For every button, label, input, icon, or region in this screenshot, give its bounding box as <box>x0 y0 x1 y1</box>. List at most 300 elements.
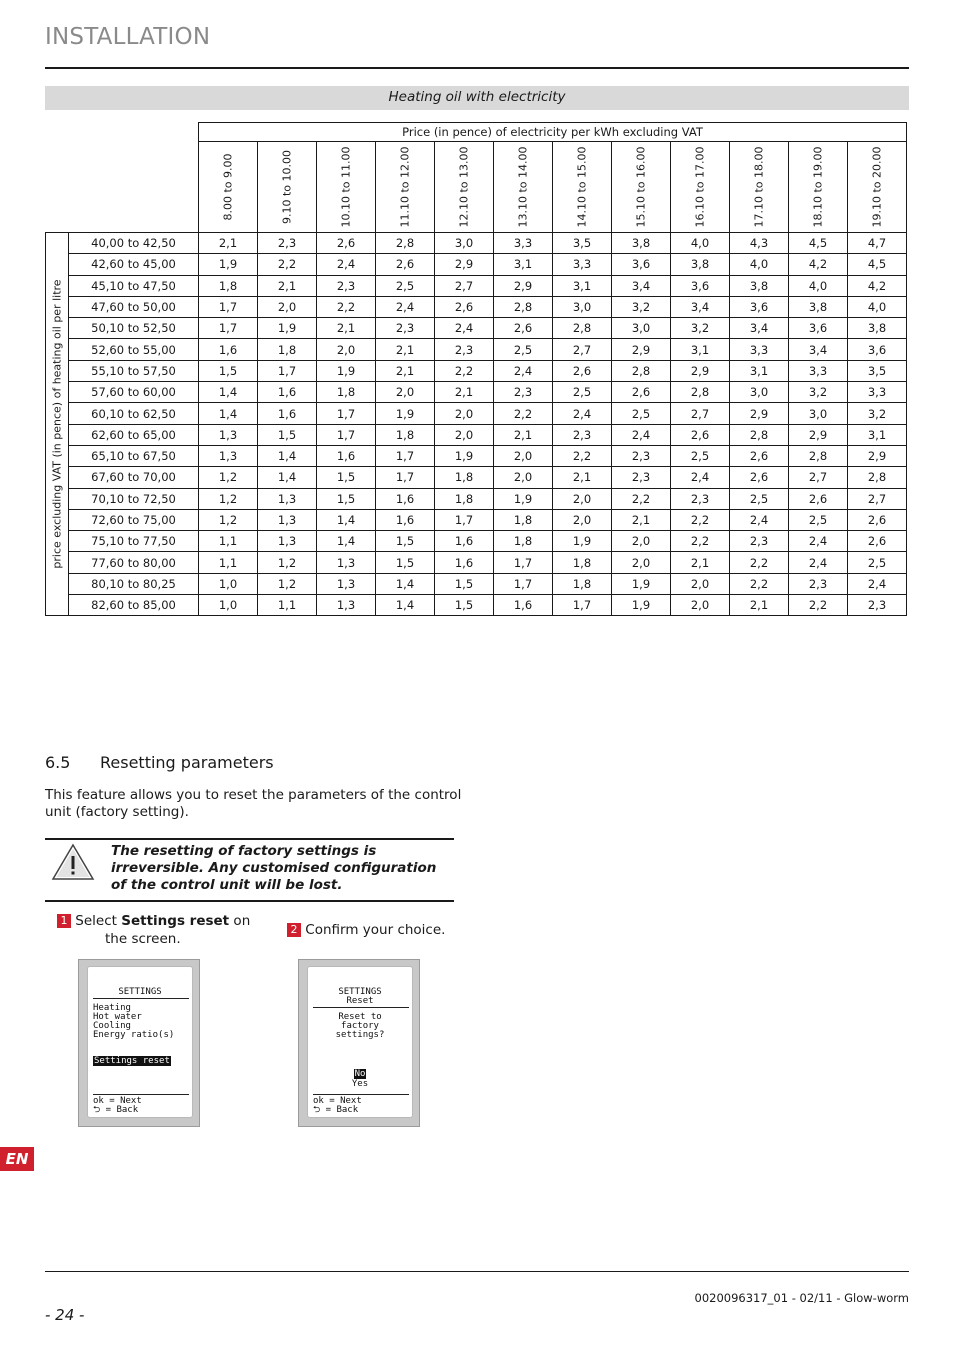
table-cell: 1,8 <box>553 552 612 573</box>
table-row <box>46 360 907 381</box>
table-cell: 1,3 <box>317 552 376 573</box>
column-header <box>199 142 258 233</box>
table-cell: 2,1 <box>553 467 612 488</box>
table-cell: 3,1 <box>848 424 907 445</box>
column-header <box>258 142 317 233</box>
table-cell: 1,0 <box>199 573 258 594</box>
intro-paragraph: This feature allows you to reset the parameters of the control unit (factory setting). <box>45 787 462 820</box>
lcd-subtitle: Reset <box>346 996 374 1006</box>
table-cell: 1,3 <box>258 509 317 530</box>
table-cell: 4,2 <box>789 254 848 275</box>
table-cell: 3,2 <box>848 403 907 424</box>
table-cell: 2,1 <box>376 360 435 381</box>
table-cell: 2,7 <box>671 403 730 424</box>
table-cell: 1,7 <box>435 509 494 530</box>
table-cell: 2,5 <box>848 552 907 573</box>
table-row <box>46 552 907 573</box>
step-2-text: Confirm your choice. <box>305 922 446 938</box>
table-cell: 2,4 <box>730 509 789 530</box>
table-cell: 1,6 <box>376 509 435 530</box>
row-label: 65,10 to 67,50 <box>69 445 199 466</box>
row-label: 45,10 to 47,50 <box>69 275 199 296</box>
table-cell: 3,1 <box>494 254 553 275</box>
table-row <box>46 509 907 530</box>
lcd-menu-item: Hot water <box>93 1012 142 1022</box>
table-cell: 3,6 <box>848 339 907 360</box>
step-1 <box>57 912 250 930</box>
column-header-label: 14.10 to 15.00 <box>575 146 589 228</box>
table-cell: 1,5 <box>435 595 494 616</box>
row-label: 80,10 to 80,25 <box>69 573 199 594</box>
table-cell: 2,8 <box>789 445 848 466</box>
table-cell: 1,1 <box>199 552 258 573</box>
table-cell: 1,5 <box>376 552 435 573</box>
table-cell: 3,8 <box>671 254 730 275</box>
table-cell: 3,5 <box>848 360 907 381</box>
table-cell: 2,7 <box>789 467 848 488</box>
table-cell: 1,7 <box>317 424 376 445</box>
table-cell: 2,2 <box>494 403 553 424</box>
table-cell: 2,0 <box>435 424 494 445</box>
table-cell: 4,5 <box>848 254 907 275</box>
table-cell: 2,3 <box>258 233 317 254</box>
table-cell: 3,2 <box>671 318 730 339</box>
table-cell: 2,5 <box>612 403 671 424</box>
table-cell: 3,1 <box>553 275 612 296</box>
row-axis-label <box>46 233 69 616</box>
table-cell: 3,1 <box>730 360 789 381</box>
table-cell: 1,3 <box>199 424 258 445</box>
column-header <box>317 142 376 233</box>
table-cell: 3,6 <box>789 318 848 339</box>
lcd-footer-back: ⮌ = Back <box>313 1105 359 1115</box>
table-cell: 3,8 <box>789 296 848 317</box>
table-cell: 3,0 <box>730 382 789 403</box>
table-cell: 2,7 <box>553 339 612 360</box>
table-cell: 2,2 <box>730 573 789 594</box>
table-cell: 3,3 <box>730 339 789 360</box>
lcd-menu-item: Energy ratio(s) <box>93 1030 175 1040</box>
table-cell: 2,9 <box>494 275 553 296</box>
table-cell: 3,3 <box>848 382 907 403</box>
lcd-prompt: Reset to <box>338 1012 382 1022</box>
table-cell: 2,1 <box>612 509 671 530</box>
table-cell: 1,9 <box>376 403 435 424</box>
lcd-prompt: settings? <box>335 1030 385 1040</box>
table-cell: 2,4 <box>848 573 907 594</box>
table-row <box>46 467 907 488</box>
table-cell: 2,9 <box>848 445 907 466</box>
row-label: 77,60 to 80,00 <box>69 552 199 573</box>
table-cell: 1,8 <box>494 531 553 552</box>
table-cell: 2,8 <box>494 296 553 317</box>
table-cell: 1,9 <box>612 595 671 616</box>
column-header <box>376 142 435 233</box>
table-cell: 1,7 <box>199 318 258 339</box>
table-cell: 1,5 <box>199 360 258 381</box>
table-cell: 1,4 <box>258 445 317 466</box>
step-1-text-bold: Settings reset <box>121 913 230 929</box>
table-row <box>46 254 907 275</box>
table-row <box>46 573 907 594</box>
table-cell: 1,9 <box>317 360 376 381</box>
table-cell: 1,4 <box>258 467 317 488</box>
table-cell: 2,1 <box>317 318 376 339</box>
table-cell: 1,7 <box>494 552 553 573</box>
column-header-label: 12.10 to 13.00 <box>457 146 471 228</box>
table-cell: 2,0 <box>258 296 317 317</box>
row-label: 70,10 to 72,50 <box>69 488 199 509</box>
column-header-label: 10.10 to 11.00 <box>339 146 353 228</box>
table-cell: 2,9 <box>671 360 730 381</box>
table-cell: 1,8 <box>376 424 435 445</box>
header-rule <box>45 67 909 69</box>
table-row <box>46 595 907 616</box>
row-label: 52,60 to 55,00 <box>69 339 199 360</box>
row-label: 72,60 to 75,00 <box>69 509 199 530</box>
table-cell: 3,0 <box>435 233 494 254</box>
table-row <box>46 403 907 424</box>
table-cell: 2,6 <box>494 318 553 339</box>
section-title: Resetting parameters <box>100 753 274 772</box>
table-cell: 2,3 <box>848 595 907 616</box>
table-cell: 1,6 <box>494 595 553 616</box>
table-cell: 1,5 <box>317 467 376 488</box>
table-cell: 2,0 <box>671 573 730 594</box>
table-cell: 3,6 <box>612 254 671 275</box>
table-cell: 2,4 <box>789 531 848 552</box>
table-cell: 2,0 <box>494 445 553 466</box>
table-cell: 1,7 <box>376 467 435 488</box>
table-cell: 2,2 <box>730 552 789 573</box>
table-cell: 1,2 <box>199 509 258 530</box>
table-cell: 2,5 <box>671 445 730 466</box>
table-cell: 3,8 <box>848 318 907 339</box>
step-1-line-2: the screen. <box>105 931 181 947</box>
table-row <box>46 424 907 445</box>
column-header <box>435 142 494 233</box>
table-cell: 2,3 <box>435 339 494 360</box>
table-cell: 1,7 <box>258 360 317 381</box>
column-header-label: 16.10 to 17.00 <box>693 146 707 228</box>
table-cell: 1,3 <box>258 488 317 509</box>
table-cell: 2,4 <box>671 467 730 488</box>
table-cell: 1,6 <box>435 552 494 573</box>
column-header-label: 17.10 to 18.00 <box>752 146 766 228</box>
table-cell: 2,8 <box>553 318 612 339</box>
table-cell: 2,5 <box>494 339 553 360</box>
row-label: 67,60 to 70,00 <box>69 467 199 488</box>
table-cell: 2,3 <box>671 488 730 509</box>
table-cell: 1,4 <box>317 531 376 552</box>
row-label: 40,00 to 42,50 <box>69 233 199 254</box>
table-cell: 1,3 <box>199 445 258 466</box>
lcd-footer-back: ⮌ = Back <box>93 1105 139 1115</box>
table-cell: 2,3 <box>317 275 376 296</box>
row-label: 57,60 to 60,00 <box>69 382 199 403</box>
table-cell: 2,0 <box>612 552 671 573</box>
table-cell: 2,1 <box>730 595 789 616</box>
section-number: 6.5 <box>45 753 71 772</box>
table-caption: Heating oil with electricity <box>45 86 909 110</box>
table-cell: 1,0 <box>199 595 258 616</box>
row-label: 82,60 to 85,00 <box>69 595 199 616</box>
table-cell: 1,7 <box>553 595 612 616</box>
table-cell: 2,3 <box>612 467 671 488</box>
table-cell: 3,4 <box>671 296 730 317</box>
table-cell: 2,1 <box>494 424 553 445</box>
footer-rule <box>45 1271 909 1272</box>
table-cell: 1,6 <box>199 339 258 360</box>
table-cell: 1,5 <box>376 531 435 552</box>
lcd-option: Yes <box>351 1079 369 1089</box>
table-row <box>46 445 907 466</box>
table-cell: 1,4 <box>199 382 258 403</box>
table-cell: 2,2 <box>671 531 730 552</box>
step-1-badge: 1 <box>57 914 71 928</box>
table-cell: 3,3 <box>789 360 848 381</box>
column-header <box>730 142 789 233</box>
table-cell: 2,1 <box>671 552 730 573</box>
table-cell: 3,0 <box>553 296 612 317</box>
table-cell: 1,4 <box>317 509 376 530</box>
page-number: - 24 - <box>45 1306 85 1324</box>
table-cell: 1,3 <box>317 595 376 616</box>
table-cell: 2,9 <box>730 403 789 424</box>
table-cell: 1,8 <box>258 339 317 360</box>
table-cell: 1,8 <box>199 275 258 296</box>
column-header-label: 15.10 to 16.00 <box>634 146 648 228</box>
table-row <box>46 275 907 296</box>
lcd-divider <box>93 1094 189 1095</box>
table-cell: 1,8 <box>317 382 376 403</box>
table-cell: 3,8 <box>612 233 671 254</box>
table-cell: 4,0 <box>671 233 730 254</box>
table-cell: 2,0 <box>317 339 376 360</box>
table-cell: 2,6 <box>612 382 671 403</box>
table-cell: 2,0 <box>376 382 435 403</box>
lcd-divider <box>313 1094 409 1095</box>
table-cell: 3,8 <box>730 275 789 296</box>
table-cell: 2,3 <box>612 445 671 466</box>
lcd-display <box>87 966 193 1118</box>
table-cell: 1,8 <box>494 509 553 530</box>
column-header <box>494 142 553 233</box>
table-cell: 2,3 <box>376 318 435 339</box>
table-cell: 1,7 <box>199 296 258 317</box>
table-cell: 1,2 <box>199 467 258 488</box>
table-cell: 1,9 <box>199 254 258 275</box>
table-cell: 2,5 <box>789 509 848 530</box>
table-cell: 2,6 <box>848 531 907 552</box>
table-cell: 1,9 <box>553 531 612 552</box>
table-cell: 1,3 <box>258 531 317 552</box>
table-cell: 2,8 <box>376 233 435 254</box>
column-header <box>789 142 848 233</box>
table-cell: 2,2 <box>435 360 494 381</box>
lcd-title: SETTINGS <box>338 987 382 997</box>
row-label: 47,60 to 50,00 <box>69 296 199 317</box>
table-cell: 3,3 <box>494 233 553 254</box>
table-cell: 1,6 <box>317 445 376 466</box>
table-cell: 1,2 <box>258 552 317 573</box>
table-cell: 1,7 <box>317 403 376 424</box>
row-label: 50,10 to 52,50 <box>69 318 199 339</box>
table-cell: 4,3 <box>730 233 789 254</box>
table-cell: 2,6 <box>789 488 848 509</box>
table-cell: 2,0 <box>494 467 553 488</box>
column-header-label: 9.10 to 10.00 <box>280 149 294 225</box>
row-label: 62,60 to 65,00 <box>69 424 199 445</box>
table-cell: 2,2 <box>612 488 671 509</box>
table-cell: 1,4 <box>376 573 435 594</box>
table-cell: 2,5 <box>730 488 789 509</box>
table-cell: 2,6 <box>376 254 435 275</box>
step-2-badge: 2 <box>287 923 301 937</box>
control-screen-settings <box>78 959 200 1127</box>
step-1-text-after: on <box>229 913 251 929</box>
table-row <box>46 382 907 403</box>
lcd-selected-item: Settings reset <box>94 1056 170 1066</box>
table-cell: 2,3 <box>553 424 612 445</box>
table-cell: 2,0 <box>671 595 730 616</box>
table-cell: 2,0 <box>553 488 612 509</box>
lcd-divider <box>93 998 189 999</box>
column-header-label: 8.00 to 9.00 <box>221 153 235 221</box>
table-cell: 2,6 <box>317 233 376 254</box>
table-cell: 2,5 <box>553 382 612 403</box>
table-cell: 2,3 <box>789 573 848 594</box>
section-heading <box>45 753 274 772</box>
table-cell: 1,9 <box>612 573 671 594</box>
table-cell: 2,2 <box>671 509 730 530</box>
table-cell: 1,9 <box>494 488 553 509</box>
table-cell: 2,9 <box>789 424 848 445</box>
table-cell: 3,0 <box>789 403 848 424</box>
row-axis-label-text: price excluding VAT (in pence) of heating oil per litre <box>50 279 64 569</box>
table-row <box>46 488 907 509</box>
table-cell: 4,7 <box>848 233 907 254</box>
table-cell: 1,5 <box>258 424 317 445</box>
table-cell: 2,8 <box>612 360 671 381</box>
table-cell: 2,6 <box>671 424 730 445</box>
table-cell: 2,0 <box>553 509 612 530</box>
table-cell: 3,1 <box>671 339 730 360</box>
table-cell: 2,9 <box>435 254 494 275</box>
cost-ratio-table <box>45 122 907 616</box>
language-tab: EN <box>0 1147 34 1171</box>
step-2 <box>287 921 445 939</box>
table-cell: 1,1 <box>199 531 258 552</box>
table-cell: 3,0 <box>612 318 671 339</box>
lcd-display <box>307 966 413 1118</box>
table-cell: 3,4 <box>789 339 848 360</box>
table-cell: 2,1 <box>376 339 435 360</box>
table-row <box>46 296 907 317</box>
table-cell: 3,3 <box>553 254 612 275</box>
table-cell: 2,9 <box>612 339 671 360</box>
table-cell: 2,4 <box>494 360 553 381</box>
table-cell: 3,2 <box>789 382 848 403</box>
table-cell: 2,2 <box>553 445 612 466</box>
table-cell: 1,6 <box>258 403 317 424</box>
table-cell: 2,6 <box>848 509 907 530</box>
row-label: 55,10 to 57,50 <box>69 360 199 381</box>
row-label: 75,10 to 77,50 <box>69 531 199 552</box>
table-cell: 1,8 <box>435 467 494 488</box>
table-cell: 1,5 <box>317 488 376 509</box>
table-cell: 2,6 <box>730 467 789 488</box>
table-cell: 2,4 <box>435 318 494 339</box>
lcd-option-selected: No <box>354 1069 366 1079</box>
table-cell: 1,4 <box>199 403 258 424</box>
table-cell: 2,4 <box>612 424 671 445</box>
lcd-footer-next: ok = Next <box>93 1096 142 1106</box>
document-id: 0020096317_01 - 02/11 - Glow-worm <box>694 1291 909 1305</box>
table-cell: 1,7 <box>376 445 435 466</box>
table-cell: 2,8 <box>671 382 730 403</box>
column-header <box>553 142 612 233</box>
page-title: INSTALLATION <box>45 24 211 50</box>
table-cell: 1,2 <box>258 573 317 594</box>
table-cell: 4,2 <box>848 275 907 296</box>
table-cell: 1,4 <box>376 595 435 616</box>
lcd-divider <box>313 1007 409 1008</box>
lcd-menu-item: Heating <box>93 1003 131 1013</box>
table-cell: 2,2 <box>317 296 376 317</box>
table-row <box>46 531 907 552</box>
row-label: 60,10 to 62,50 <box>69 403 199 424</box>
table-cell: 1,6 <box>435 531 494 552</box>
table-cell: 4,0 <box>730 254 789 275</box>
table-row <box>46 233 907 254</box>
table-top-header: Price (in pence) of electricity per kWh excluding VAT <box>199 123 907 142</box>
table-cell: 4,0 <box>789 275 848 296</box>
table-cell: 2,6 <box>553 360 612 381</box>
table-cell: 1,7 <box>494 573 553 594</box>
table-cell: 1,8 <box>435 488 494 509</box>
table-cell: 1,8 <box>553 573 612 594</box>
table-cell: 2,3 <box>730 531 789 552</box>
lcd-footer-next: ok = Next <box>313 1096 362 1106</box>
column-header-label: 18.10 to 19.00 <box>811 146 825 228</box>
table-cell: 2,4 <box>553 403 612 424</box>
table-cell: 2,8 <box>730 424 789 445</box>
warning-text: The resetting of factory settings is irreversible. Any customised configuration of the control unit will be lost. <box>111 843 437 893</box>
table-cell: 3,4 <box>730 318 789 339</box>
column-header-label: 19.10 to 20.00 <box>870 146 884 228</box>
table-cell: 2,1 <box>199 233 258 254</box>
table-cell: 2,2 <box>258 254 317 275</box>
table-cell: 2,4 <box>789 552 848 573</box>
table-cell: 2,2 <box>789 595 848 616</box>
table-cell: 2,6 <box>730 445 789 466</box>
table-row <box>46 339 907 360</box>
table-cell: 1,5 <box>435 573 494 594</box>
warning-triangle-icon <box>50 842 96 882</box>
table-cell: 3,6 <box>730 296 789 317</box>
step-1-text-before: Select <box>75 913 122 929</box>
column-header-label: 13.10 to 14.00 <box>516 146 530 228</box>
row-label: 42,60 to 45,00 <box>69 254 199 275</box>
lcd-menu-item: Cooling <box>93 1021 131 1031</box>
table-cell: 3,2 <box>612 296 671 317</box>
lcd-prompt: factory <box>341 1021 379 1031</box>
table-cell: 2,1 <box>435 382 494 403</box>
table-cell: 1,1 <box>258 595 317 616</box>
table-cell: 2,4 <box>376 296 435 317</box>
control-screen-reset <box>298 959 420 1127</box>
